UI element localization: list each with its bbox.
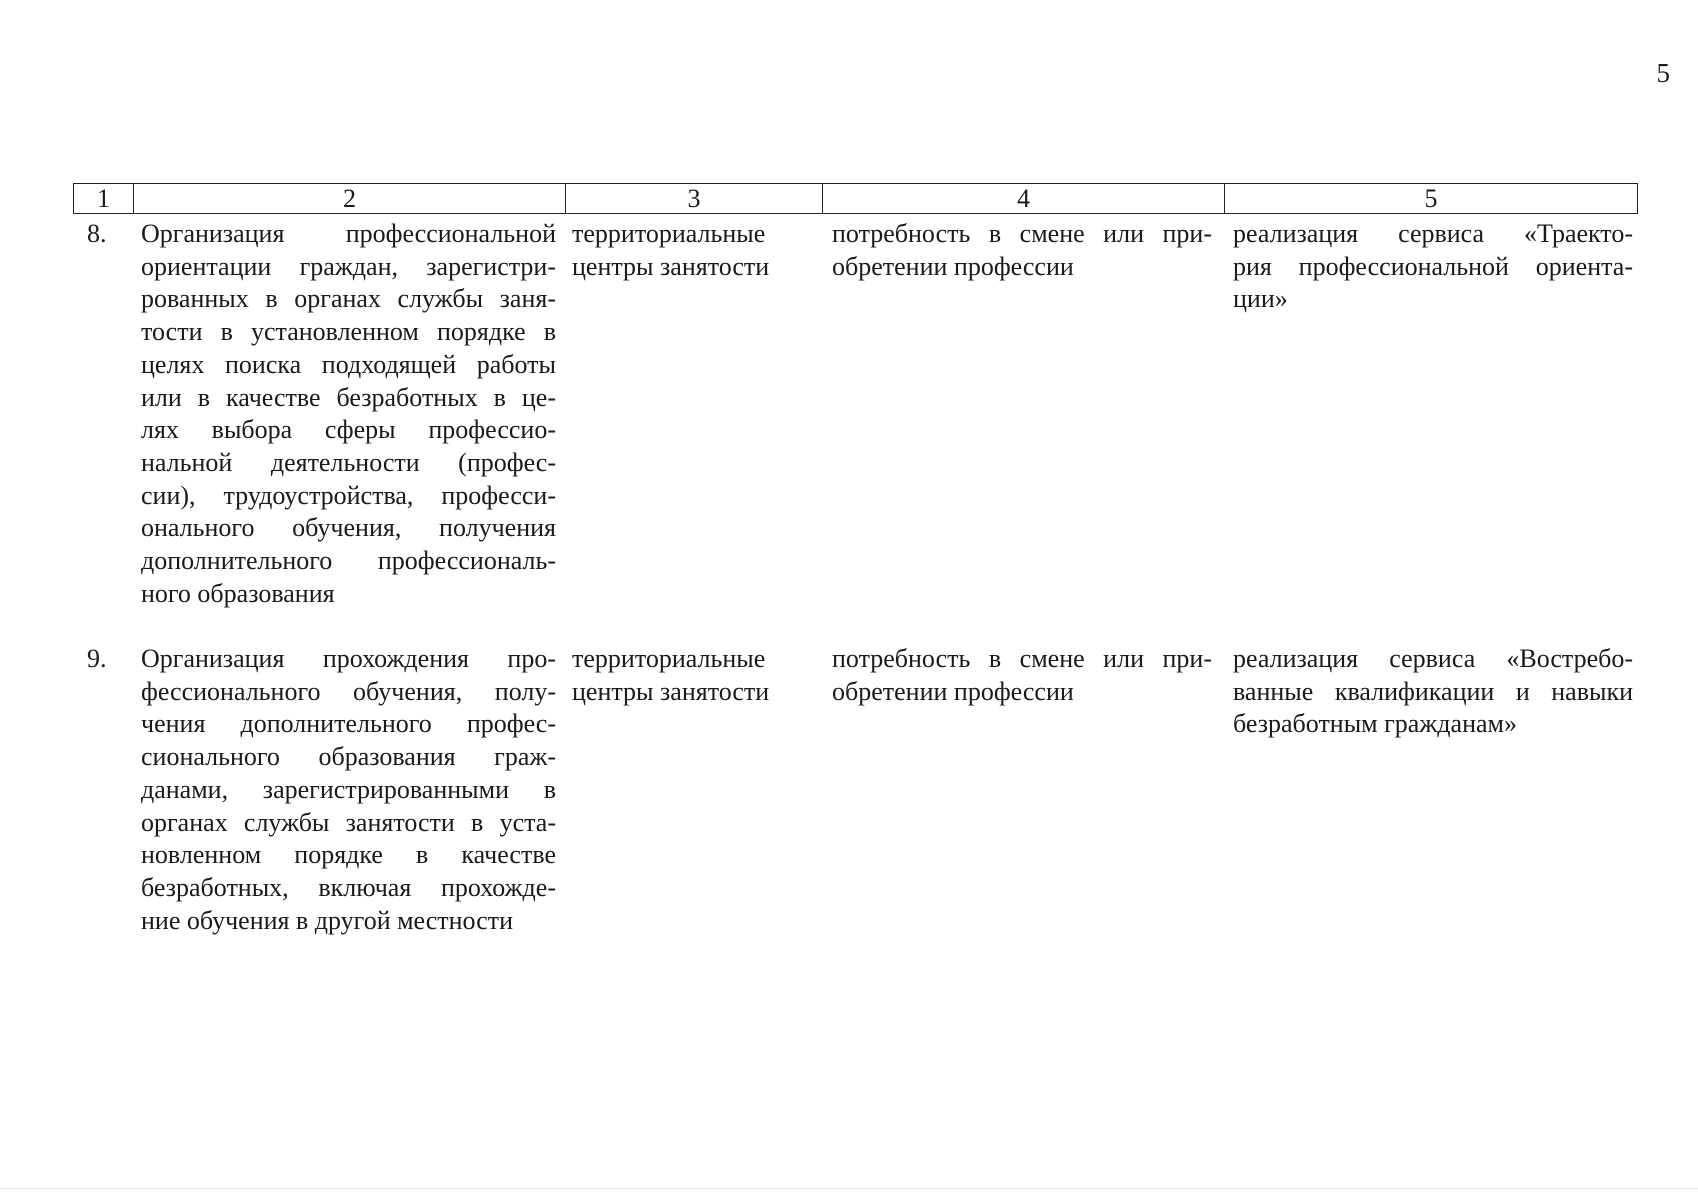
text-line: ции»	[1233, 284, 1288, 314]
text-line: сионального образования граж-	[141, 742, 556, 772]
scan-edge-divider	[0, 1188, 1698, 1189]
text-line: потребность в смене или при-	[832, 219, 1212, 248]
text-line: чения дополнительного профес-	[141, 709, 556, 739]
row-number: 9.	[87, 644, 107, 673]
text-line: безработных, включая прохожде-	[141, 872, 556, 902]
text-line: обретении профессии	[832, 251, 1074, 281]
text-line: рия профессиональной ориента-	[1233, 251, 1633, 281]
text-line: ванные квалификации и навыки	[1233, 676, 1633, 706]
text-line: органах службы занятости в уста-	[141, 807, 556, 837]
text-line: рованных в органах службы заня-	[141, 284, 556, 314]
text-line: целях поиска подходящей работы	[141, 349, 556, 379]
text-line: обретении профессии	[832, 676, 1074, 706]
text-line: тости в установленном порядке в	[141, 317, 556, 347]
row-number: 8.	[87, 219, 107, 248]
text-line: дополнительного профессиональ-	[141, 546, 556, 576]
text-line: территориальные	[572, 644, 766, 673]
text-line: Организация прохождения про-	[141, 644, 556, 673]
text-line: потребность в смене или при-	[832, 644, 1212, 673]
row-need	[832, 643, 1212, 708]
text-line: фессионального обучения, полу-	[141, 676, 556, 706]
row-description	[141, 643, 556, 937]
text-line: онального обучения, получения	[141, 513, 556, 543]
text-line: данами, зарегистрированными в	[141, 774, 556, 804]
text-line: ориентации граждан, зарегистри-	[141, 251, 556, 281]
row-description	[141, 218, 556, 610]
text-line: территориальные	[572, 219, 766, 248]
header-col-4: 4	[823, 184, 1225, 213]
row-result	[1233, 218, 1633, 316]
row-result	[1233, 643, 1633, 741]
text-line: реализация сервиса «Востребо-	[1233, 644, 1633, 673]
text-line: безработным гражданам»	[1233, 709, 1517, 739]
text-line: центры занятости	[572, 251, 770, 281]
header-col-2: 2	[134, 184, 566, 213]
header-col-5: 5	[1424, 184, 1438, 213]
text-line: ние обучения в другой местности	[141, 905, 514, 935]
text-line: Организация профессиональной	[141, 219, 556, 248]
text-line: ного образования	[141, 578, 335, 608]
header-col-1: 1	[74, 184, 134, 213]
page-number: 5	[1656, 58, 1670, 88]
header-col-3: 3	[566, 184, 823, 213]
text-line: сии), трудоустройства, професси-	[141, 480, 556, 510]
text-line: новленном порядке в качестве	[141, 840, 556, 870]
text-line: лях выбора сферы профессио-	[141, 415, 556, 445]
text-line: нальной деятельности (профес-	[141, 447, 556, 477]
text-line: реализация сервиса «Траекто-	[1233, 219, 1633, 248]
row-need	[832, 218, 1212, 283]
row-executor	[572, 643, 812, 708]
text-line: или в качестве безработных в це-	[141, 382, 556, 412]
text-line: центры занятости	[572, 676, 770, 706]
table-header-row	[73, 183, 1638, 214]
row-executor	[572, 218, 812, 283]
